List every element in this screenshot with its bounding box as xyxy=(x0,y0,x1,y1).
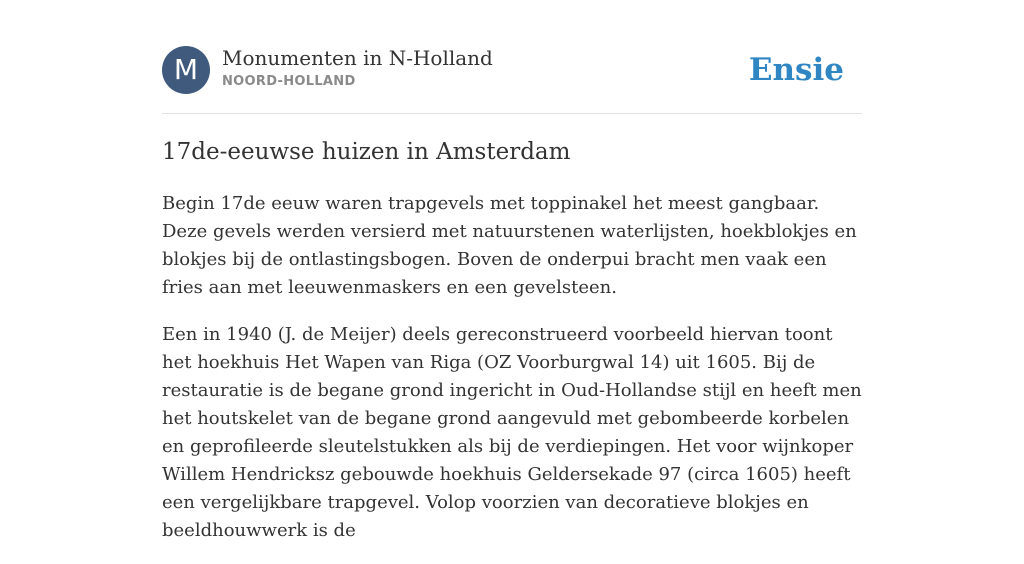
article-paragraph: Een in 1940 (J. de Meijer) deels gereconstrueerd voorbeeld hiervan toont het hoekhuis Het Wapen van Riga (OZ Voorburgwal 14) uit 1605. Bij de restauratie is de begane grond ingericht in Oud-Hollandse stijl en heeft men het houtskelet van de begane grond aangevuld met gebombeerde korbelen en geprofileerde sleutelstukken als bij de verdiepingen. Het voor wijnkoper Willem Hendricksz gebouwde hoekhuis Geldersekade 97 (circa 1605) heeft een vergelijkbare trapgevel. Volop voorzien van decoratieve blokjes en beeldhouwwerk is de xyxy=(162,324,862,541)
brand-logo-link[interactable]: Ensie xyxy=(748,52,844,88)
header-divider xyxy=(162,113,862,114)
article-paragraph: Begin 17de eeuw waren trapgevels met toppinakel het meest gangbaar. Deze gevels werden versierd met natuurstenen waterlijsten, hoekblokjes en blokjes bij de ontlastingsbogen. Boven de onderpui bracht men vaak een fries aan met leeuwenmaskers en een gevelsteen. xyxy=(162,193,857,298)
site-title[interactable]: Monumenten in N-Holland xyxy=(222,46,493,70)
article-body xyxy=(162,190,862,564)
site-subtitle: NOORD-HOLLAND xyxy=(222,74,356,89)
avatar[interactable]: M xyxy=(162,46,210,94)
article-title: 17de-eeuwse huizen in Amsterdam xyxy=(162,139,571,165)
page xyxy=(162,0,862,541)
site-header xyxy=(162,46,862,96)
